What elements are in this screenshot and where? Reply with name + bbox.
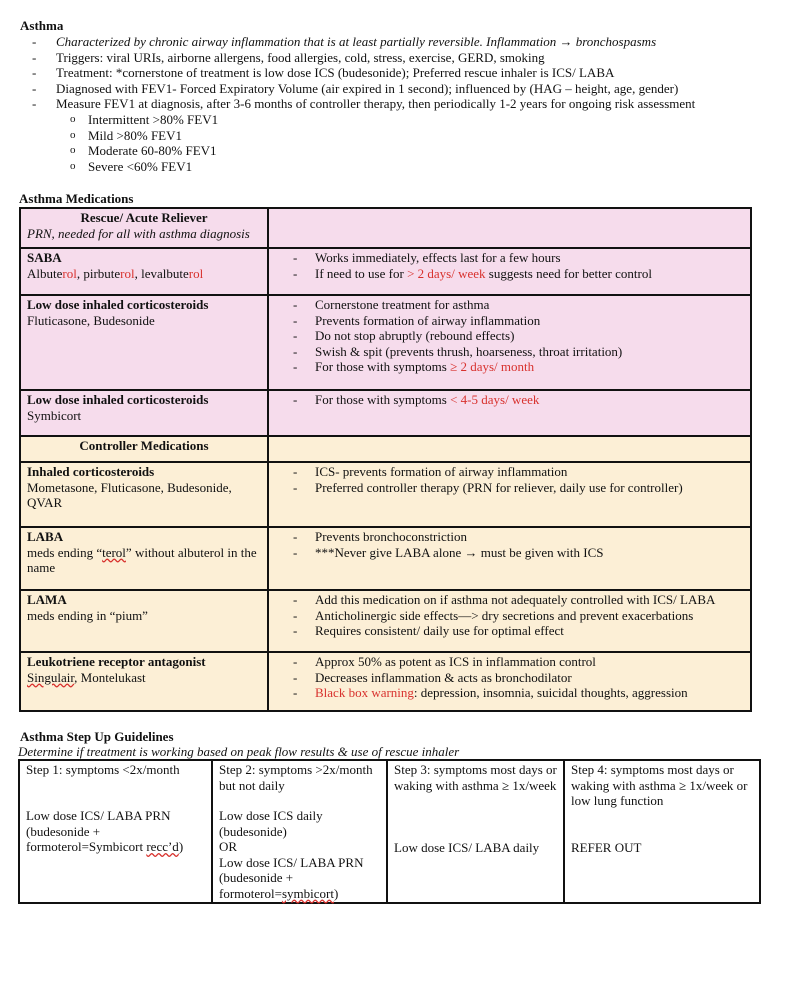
notes-cell: [268, 390, 751, 436]
notes-cell: [268, 652, 751, 711]
step-cell: [212, 760, 387, 903]
overview-list: [20, 34, 780, 112]
text-segment: , Montelukast: [74, 669, 146, 685]
medication-cell: [20, 590, 268, 652]
step-criteria: Step 3: symptoms most days or waking with asthma ≥ 1x/week: [394, 762, 557, 793]
medication-cell: [20, 248, 268, 295]
step-treatment: [571, 840, 753, 856]
text-segment: Triggers: viral URIs, airborne allergens, food allergies, cold, stress, exercise, GERD, smoking: [56, 49, 545, 65]
note-item: [275, 685, 744, 701]
text-segment: OR: [219, 839, 238, 854]
notes-cell: [268, 436, 751, 462]
step-treatment: [219, 808, 380, 839]
step-cell: [19, 760, 212, 903]
text-segment: meds ending in “pium”: [27, 607, 148, 623]
highlighted-text: rol: [62, 265, 77, 281]
note-item: [275, 297, 744, 313]
notes-cell: [268, 590, 751, 652]
highlighted-text: > 2 days/ week: [407, 265, 486, 281]
text-segment: Prevents bronchoconstriction: [315, 529, 467, 544]
section-subtitle: Determine if treatment is working based on peak flow results & use of rescue inhaler: [18, 744, 460, 759]
step-treatment: [219, 839, 380, 855]
drug-names: [27, 608, 261, 624]
note-item: [275, 670, 744, 686]
text-segment: Low dose ICS daily (budesonide): [219, 808, 323, 839]
note-item: [275, 545, 744, 561]
text-segment: Low dose ICS/ LABA daily: [394, 840, 540, 855]
text-segment: Requires consistent/ daily use for optimal effect: [315, 623, 564, 639]
text-segment: meds ending “: [27, 544, 103, 560]
text-segment: , pirbute: [76, 265, 121, 281]
step-treatment: [394, 840, 557, 856]
list-item: [20, 81, 780, 97]
medication-cell: [20, 295, 268, 390]
medication-class: LABA: [27, 529, 64, 544]
note-item: [275, 623, 744, 639]
text-segment: Albute: [27, 265, 63, 281]
medication-class: Controller Medications: [79, 438, 209, 453]
severity-item: o Intermittent >80% FEV1: [20, 112, 780, 128]
list-item: [20, 34, 780, 50]
misspelled-text: Singulair: [27, 669, 75, 685]
note-item: [275, 464, 744, 480]
table-row: [20, 295, 751, 390]
text-segment: Fluticasone, Budesonide: [27, 312, 155, 328]
text-segment: If need to use for: [315, 265, 408, 281]
medications-section: [19, 191, 752, 712]
medication-cell: [20, 436, 268, 462]
note-item: [275, 250, 744, 266]
medication-class: LAMA: [27, 592, 67, 607]
severity-item: o Mild >80% FEV1: [20, 128, 780, 144]
text-segment: Low dose ICS/ LABA PRN (budesonide + formoterol=Symbicort: [26, 808, 171, 854]
notes-cell: [268, 527, 751, 590]
drug-names: [27, 545, 261, 576]
step-up-table: [18, 759, 761, 904]
text-segment: suggests need for better control: [485, 265, 652, 281]
step-treatment: [219, 855, 380, 902]
text-segment: Low dose ICS/ LABA PRN (budesonide + formoterol=: [219, 854, 364, 901]
text-segment: Mometasone, Fluticasone, Budesonide, QVAR: [27, 479, 232, 510]
text-segment: Characterized by chronic airway inflammation that is at least partially reversible. Inflammation → bronchospasms: [56, 34, 657, 49]
text-segment: Do not stop abruptly (rebound effects): [315, 328, 515, 344]
text-segment: Swish & spit (prevents thrush, hoarseness, throat irritation): [315, 343, 623, 359]
medication-cell: [20, 208, 268, 248]
note-item: [275, 529, 744, 545]
medication-cell: [20, 390, 268, 436]
misspelled-text: terol: [102, 544, 126, 560]
medication-cell: [20, 652, 268, 711]
notes-cell: [268, 295, 751, 390]
note-item: [275, 344, 744, 360]
text-segment: Decreases inflammation & acts as bronchodilator: [315, 669, 572, 685]
step-cell: [564, 760, 760, 903]
text-segment: Treatment: *cornerstone of treatment is low dose ICS (budesonide); Preferred rescue inhaler is ICS/ LABA: [56, 65, 615, 81]
list-item: [20, 65, 780, 81]
note-item: [275, 480, 744, 496]
text-segment: Cornerstone treatment for asthma: [315, 297, 490, 312]
text-segment: : depression, insomnia, suicidal thoughts, aggression: [413, 685, 688, 701]
text-segment: ***Never give LABA alone → must be given with ICS: [315, 544, 604, 560]
medication-class: Inhaled corticosteroids: [27, 464, 155, 479]
notes-cell: [268, 248, 751, 295]
drug-names: [27, 480, 261, 511]
text-segment: , levalbute: [134, 265, 189, 281]
medication-class: Low dose inhaled corticosteroids: [27, 297, 209, 312]
step-up-section: [18, 729, 761, 904]
step-treatment: [26, 808, 205, 855]
table-row: [20, 462, 751, 527]
medication-cell: [20, 527, 268, 590]
table-row: [20, 590, 751, 652]
highlighted-text: rol: [120, 265, 135, 281]
text-segment: ): [178, 839, 184, 854]
text-segment: Diagnosed with FEV1- Forced Expiratory Volume (air expired in 1 second); influenced by (HAG – height, age, gender): [56, 80, 679, 96]
table-row: [20, 390, 751, 436]
notes-cell: [268, 462, 751, 527]
list-item: [20, 50, 780, 66]
highlighted-text: rol: [188, 265, 204, 281]
step-criteria: Step 2: symptoms >2x/month but not daily: [219, 762, 373, 793]
section-title: Asthma Step Up Guidelines: [20, 729, 174, 744]
medication-class: Low dose inhaled corticosteroids: [27, 392, 209, 407]
section-title: Asthma: [20, 18, 64, 33]
text-segment: ” without albuterol in the name: [27, 544, 257, 575]
table-row: [20, 436, 751, 462]
notes-cell: [268, 208, 751, 248]
note-item: [275, 654, 744, 670]
drug-names: [27, 266, 261, 282]
text-segment: Symbicort: [27, 407, 82, 423]
medication-class: Leukotriene receptor antagonist: [27, 654, 206, 669]
text-segment: ICS- prevents formation of airway inflammation: [315, 464, 568, 479]
text-segment: Works immediately, effects last for a few hours: [315, 250, 561, 265]
highlighted-text: ≥ 2 days/ month: [450, 359, 535, 375]
medication-class: Rescue/ Acute Reliever: [80, 210, 208, 225]
medication-cell: [20, 462, 268, 527]
drug-names: [27, 670, 261, 686]
table-row: [20, 248, 751, 295]
drug-names: [27, 313, 261, 329]
list-item: [20, 96, 780, 112]
note-item: [275, 592, 744, 608]
highlighted-text: Black box warning: [315, 685, 414, 701]
step-criteria: Step 4: symptoms most days or waking with asthma ≥ 1x/week or low lung function: [571, 762, 748, 808]
note-item: [275, 328, 744, 344]
text-segment: Prevents formation of airway inflammation: [315, 312, 541, 328]
text-segment: For those with symptoms: [315, 359, 451, 375]
note-item: [275, 392, 744, 408]
step-criteria: Step 1: symptoms <2x/month: [26, 762, 180, 777]
severity-list: [20, 112, 780, 174]
highlighted-text: < 4-5 days/ week: [450, 392, 540, 407]
text-segment: REFER OUT: [571, 840, 642, 855]
section-title: Asthma Medications: [19, 191, 134, 206]
text-segment: ): [333, 885, 339, 901]
asthma-overview: [20, 18, 780, 174]
text-segment: Add this medication on if asthma not adequately controlled with ICS/ LABA: [315, 592, 716, 607]
table-row: [20, 527, 751, 590]
text-segment: For those with symptoms: [315, 392, 451, 407]
severity-item: o Moderate 60-80% FEV1: [20, 143, 780, 159]
text-segment: Preferred controller therapy (PRN for reliever, daily use for controller): [315, 479, 683, 495]
drug-names: [27, 408, 261, 424]
medications-table: [19, 207, 752, 712]
medication-class: SABA: [27, 250, 62, 265]
note-item: [275, 608, 744, 624]
note-item: [275, 359, 744, 375]
severity-item: o Severe <60% FEV1: [20, 159, 780, 175]
step-cell: [387, 760, 564, 903]
note-item: [275, 266, 744, 282]
misspelled-text: recc’d: [146, 839, 179, 854]
misspelled-text: symbicort: [281, 885, 334, 901]
text-segment: Anticholinergic side effects—> dry secretions and prevent exacerbations: [315, 607, 694, 623]
table-row: [20, 208, 751, 248]
medication-subtitle: PRN, needed for all with asthma diagnosis: [27, 225, 250, 241]
table-row: [20, 652, 751, 711]
note-item: [275, 313, 744, 329]
text-segment: Measure FEV1 at diagnosis, after 3-6 months of controller therapy, then periodically 1-2 years for ongoing risk assessment: [56, 96, 696, 112]
text-segment: Approx 50% as potent as ICS in inflammation control: [315, 654, 596, 669]
